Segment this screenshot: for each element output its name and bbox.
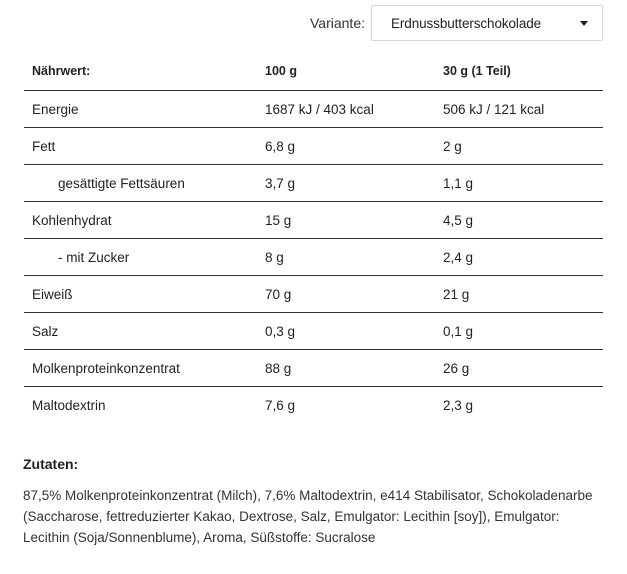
header-per-100g: 100 g (257, 52, 435, 91)
value-per-serving: 2 g (435, 128, 603, 165)
value-per-100g: 88 g (257, 350, 435, 387)
table-row (24, 276, 603, 313)
ingredients-title: Zutaten: (23, 456, 79, 472)
nutrient-name: gesättigte Fettsäuren (24, 165, 257, 202)
nutrient-name: - mit Zucker (24, 239, 257, 276)
variant-select-value: Erdnussbutterschokolade (391, 15, 542, 31)
variant-selector-row (310, 4, 603, 42)
nutrition-header-row (24, 52, 603, 91)
table-row (24, 313, 603, 350)
chevron-down-icon (580, 21, 588, 26)
value-per-serving: 26 g (435, 350, 603, 387)
value-per-100g: 70 g (257, 276, 435, 313)
value-per-100g: 3,7 g (257, 165, 435, 202)
table-row (24, 202, 603, 239)
value-per-serving: 0,1 g (435, 313, 603, 350)
value-per-serving: 4,5 g (435, 202, 603, 239)
table-row (24, 350, 603, 387)
value-per-serving: 1,1 g (435, 165, 603, 202)
nutrient-name: Energie (24, 91, 257, 128)
nutrition-table (24, 52, 603, 423)
value-per-100g: 0,3 g (257, 313, 435, 350)
nutrient-name: Eiweiß (24, 276, 257, 313)
table-row (24, 128, 603, 165)
table-row (24, 239, 603, 276)
nutrient-name: Molkenproteinkonzentrat (24, 350, 257, 387)
nutrient-name: Salz (24, 313, 257, 350)
value-per-100g: 8 g (257, 239, 435, 276)
variant-select[interactable] (371, 5, 603, 41)
value-per-serving: 506 kJ / 121 kcal (435, 91, 603, 128)
header-nutrient: Nährwert: (24, 52, 257, 91)
table-row (24, 387, 603, 424)
ingredients-text: 87,5% Molkenproteinkonzentrat (Milch), 7,6% Maltodextrin, e414 Stabilisator, Schokoladenarbe (Saccharose, fettreduzierter Kakao, Dextrose, Salz, Emulgator: Lecithin [soy]), Emulgator: Lecithin (Soja/Sonnenblume), Aroma, Süßstoffe: Sucralose (23, 488, 593, 545)
value-per-serving: 2,3 g (443, 397, 474, 413)
variant-label: Variante: (310, 15, 365, 31)
nutrient-name: Kohlenhydrat (24, 202, 257, 239)
value-per-100g: 1687 kJ / 403 kcal (257, 91, 435, 128)
value-per-100g: 15 g (257, 202, 435, 239)
table-row (24, 165, 603, 202)
nutrient-name: Fett (24, 128, 257, 165)
table-row (24, 91, 603, 128)
value-per-100g: 6,8 g (257, 128, 435, 165)
value-per-serving: 2,4 g (435, 239, 603, 276)
nutrient-name: Maltodextrin (32, 397, 106, 413)
value-per-100g: 7,6 g (265, 397, 296, 413)
value-per-serving: 21 g (435, 276, 603, 313)
header-per-serving: 30 g (1 Teil) (435, 52, 603, 91)
